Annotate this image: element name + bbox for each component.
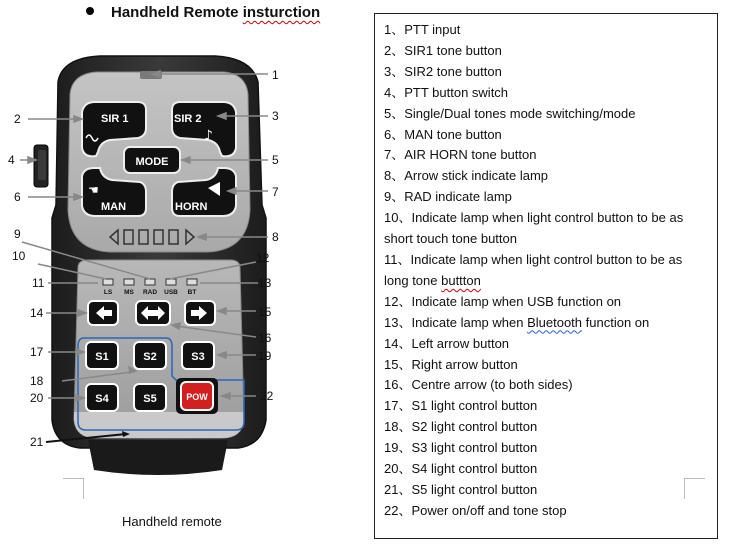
s5-button[interactable] xyxy=(134,384,166,411)
pow-label: POW xyxy=(186,392,208,402)
callout-8: 8 xyxy=(272,230,279,244)
lamp-ls xyxy=(103,279,113,285)
callout-18: 18 xyxy=(30,374,44,388)
callout-20: 20 xyxy=(30,391,44,405)
legend-item: 19、S3 light control button xyxy=(384,440,538,456)
legend-item: 6、MAN tone button xyxy=(384,126,502,142)
callout-7: 7 xyxy=(272,185,279,199)
callout-16: 16 xyxy=(258,331,272,345)
s1-button[interactable] xyxy=(86,342,118,369)
lamp-label-bt: BT xyxy=(187,289,197,296)
legend-item: 21、S5 light control button xyxy=(384,481,538,497)
s1-label: S1 xyxy=(95,351,109,363)
horn-label: HORN xyxy=(175,201,208,213)
s5-label: S5 xyxy=(143,393,157,405)
callout-12: 12 xyxy=(256,251,270,265)
callout-10: 10 xyxy=(12,249,26,263)
s4-button[interactable] xyxy=(86,384,118,411)
crop-mark-left xyxy=(63,478,84,499)
callout-15: 15 xyxy=(258,305,272,319)
s3-button[interactable] xyxy=(182,342,214,369)
lamp-rad xyxy=(145,279,155,285)
lamp-label-rad: RAD xyxy=(142,289,158,296)
cable-boot xyxy=(88,440,228,475)
right-arrow-button[interactable] xyxy=(185,301,215,325)
callout-11: 11 xyxy=(32,276,45,290)
legend-item: 22、Power on/off and tone stop xyxy=(384,502,567,518)
pow-button[interactable] xyxy=(176,378,218,414)
figure-caption: Handheld remote xyxy=(122,514,222,529)
legend-item: 10、Indicate lamp when light control button to be as xyxy=(384,210,684,226)
heading-text: Handheld Remote xyxy=(111,4,243,21)
legend-box xyxy=(374,13,718,539)
lamp-label-usb: USB xyxy=(164,289,178,296)
callout-2: 2 xyxy=(14,112,21,126)
sir2-label: SIR 2 xyxy=(174,113,202,125)
legend-item: 2、SIR1 tone button xyxy=(384,42,502,58)
callout-9: 9 xyxy=(14,227,21,241)
legend-item: 18、S2 light control button xyxy=(384,419,538,435)
s3-label: S3 xyxy=(191,351,205,363)
legend-item: 17、S1 light control button xyxy=(384,398,538,414)
legend-item: 4、PTT button switch xyxy=(384,84,509,100)
sir1-label: SIR 1 xyxy=(101,113,129,125)
callout-4: 4 xyxy=(8,153,15,167)
callout-13: 13 xyxy=(258,276,272,290)
lamp-label-ls: LS xyxy=(103,289,113,296)
s2-button[interactable] xyxy=(134,342,166,369)
legend-item: 20、S4 light control button xyxy=(384,461,538,477)
music-note-icon: ♪ xyxy=(204,128,213,144)
callout-21: 21 xyxy=(30,435,44,449)
lamp-usb xyxy=(166,279,176,285)
legend-item: 8、Arrow stick indicate lamp xyxy=(384,168,549,184)
callout-19: 19 xyxy=(258,349,272,363)
legend-item: 5、Single/Dual tones mode switching/mode xyxy=(384,105,636,121)
man-label: MAN xyxy=(101,201,127,213)
legend-item: 7、AIR HORN tone button xyxy=(384,147,537,163)
remote-diagram xyxy=(0,0,370,549)
mode-label: MODE xyxy=(135,156,169,168)
callout-17: 17 xyxy=(30,345,44,359)
callout-14: 14 xyxy=(30,306,44,320)
legend-item: short touch tone button xyxy=(384,231,517,247)
center-arrow-button[interactable] xyxy=(136,301,170,325)
legend-item: 12、Indicate lamp when USB function on xyxy=(384,293,622,309)
callout-6: 6 xyxy=(14,190,21,204)
legend-item: 15、Right arrow button xyxy=(384,356,518,372)
callout-22: 22 xyxy=(260,389,274,403)
legend-item: 11、Indicate lamp when light control button to be as xyxy=(384,251,683,267)
legend-item: 9、RAD indicate lamp xyxy=(384,189,512,205)
legend-item: 16、Centre arrow (to both sides) xyxy=(384,377,573,393)
lamp-bt xyxy=(187,279,197,285)
legend-item: long tone buttton xyxy=(384,272,481,288)
callout-5: 5 xyxy=(272,153,279,167)
legend-item: 3、SIR2 tone button xyxy=(384,63,502,79)
hand-icon: ☚ xyxy=(88,183,99,197)
legend-item: 1、PTT input xyxy=(384,22,461,37)
heading-text-misspelled: insturction xyxy=(242,4,321,21)
legend-item: 13、Indicate lamp when Bluetooth function on xyxy=(384,314,650,330)
lamp-label-ms: MS xyxy=(124,289,134,296)
legend-list xyxy=(384,20,713,522)
s2-label: S2 xyxy=(143,351,157,363)
s4-label: S4 xyxy=(95,393,109,405)
callout-3: 3 xyxy=(272,109,279,123)
left-arrow-button[interactable] xyxy=(88,301,118,325)
legend-item: 14、Left arrow button xyxy=(384,335,510,351)
callout-1: 1 xyxy=(272,68,279,82)
lamp-ms xyxy=(124,279,134,285)
mode-button[interactable] xyxy=(124,147,180,173)
